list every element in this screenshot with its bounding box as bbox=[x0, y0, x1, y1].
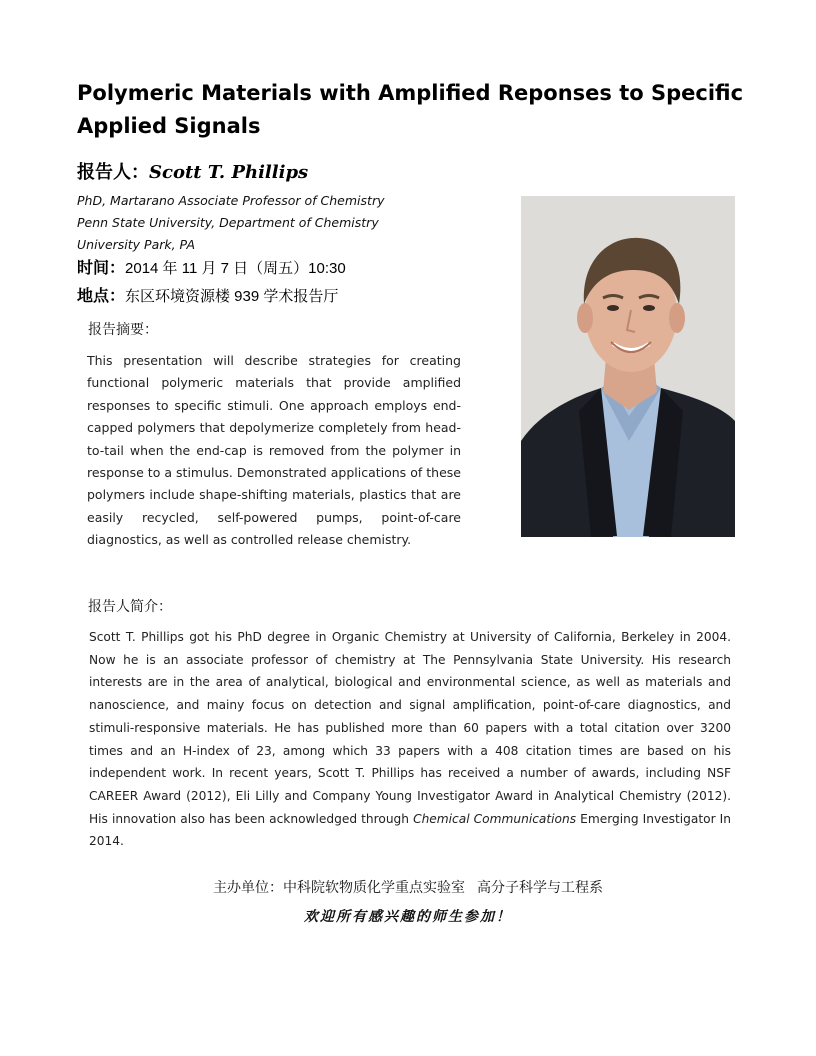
bio-text-end: Emerging Investigator In 2014. bbox=[89, 811, 731, 849]
time-line bbox=[77, 257, 346, 281]
host-unit: 主办单位：中科院软物质化学重点实验室 bbox=[213, 879, 465, 895]
affiliation-line: University Park, PA bbox=[77, 237, 196, 252]
time-value: 2014 年 11 月 7 日（周五）10:30 bbox=[125, 260, 346, 277]
speaker-affiliation bbox=[77, 190, 497, 256]
abstract-text: This presentation will describe strategies for creating functional polymeric materials that provide amplified responses to specific stimuli. One approach employs end-capped polymers that depolymerize completely from head-to-tail when the end-cap is removed from the polymer in response to a stimulus. Demonstrated applications of these polymers include shape-shifting materials, plastics that are easily recycled, self-powered pumps, point-of-care diagnostics, as well as controlled release chemistry. bbox=[87, 353, 461, 548]
bio-text bbox=[89, 626, 731, 853]
affiliation-line: PhD, Martarano Associate Professor of Chemistry bbox=[77, 193, 385, 208]
speaker-portrait-icon bbox=[521, 196, 735, 537]
speaker-label: 报告人： bbox=[77, 162, 149, 182]
talk-title: Polymeric Materials with Amplified Reponses to Specific Applied Signals bbox=[77, 81, 744, 138]
bio-journal-name: Chemical Communications bbox=[413, 811, 577, 826]
welcome-note: 欢迎所有感兴趣的师生参加！ bbox=[304, 909, 512, 925]
place-label: 地点： bbox=[77, 288, 126, 305]
host-line bbox=[0, 876, 816, 898]
speaker-line bbox=[77, 158, 308, 187]
place-line bbox=[77, 285, 338, 309]
bio-label: 报告人简介： bbox=[88, 598, 172, 614]
affiliation-line: Penn State University, Department of Chemistry bbox=[77, 215, 379, 230]
speaker-name: Scott T. Phillips bbox=[149, 162, 309, 183]
time-label: 时间： bbox=[77, 260, 126, 277]
place-value: 东区环境资源楼 939 学术报告厅 bbox=[125, 288, 339, 305]
bio-text-main: Scott T. Phillips got his PhD degree in Organic Chemistry at University of California, Berkeley in 2004. Now he is an associate professor of chemistry at The Pennsylvania State University. His research interests are in the area of analytical, biological and environmental science, as well as materials and nanoscience, and mainy focus on detection and signal amplification, point-of-care diagnostics, and stimuli-responsive materials. He has published more than 60 papers with a total citation over 3200 times and an H-index of 23, among which 33 papers with a 408 citation times are based on his independent work. In recent years, Scott T. Phillips has received a number of awards, including NSF CAREER Award (2012), Eli Lilly and Company Young Investigator Award in Analytical Chemistry (2012). His innovation also has been acknowledged through bbox=[89, 630, 731, 826]
host-department: 高分子科学与工程系 bbox=[477, 879, 603, 895]
abstract-label: 报告摘要： bbox=[88, 321, 158, 337]
